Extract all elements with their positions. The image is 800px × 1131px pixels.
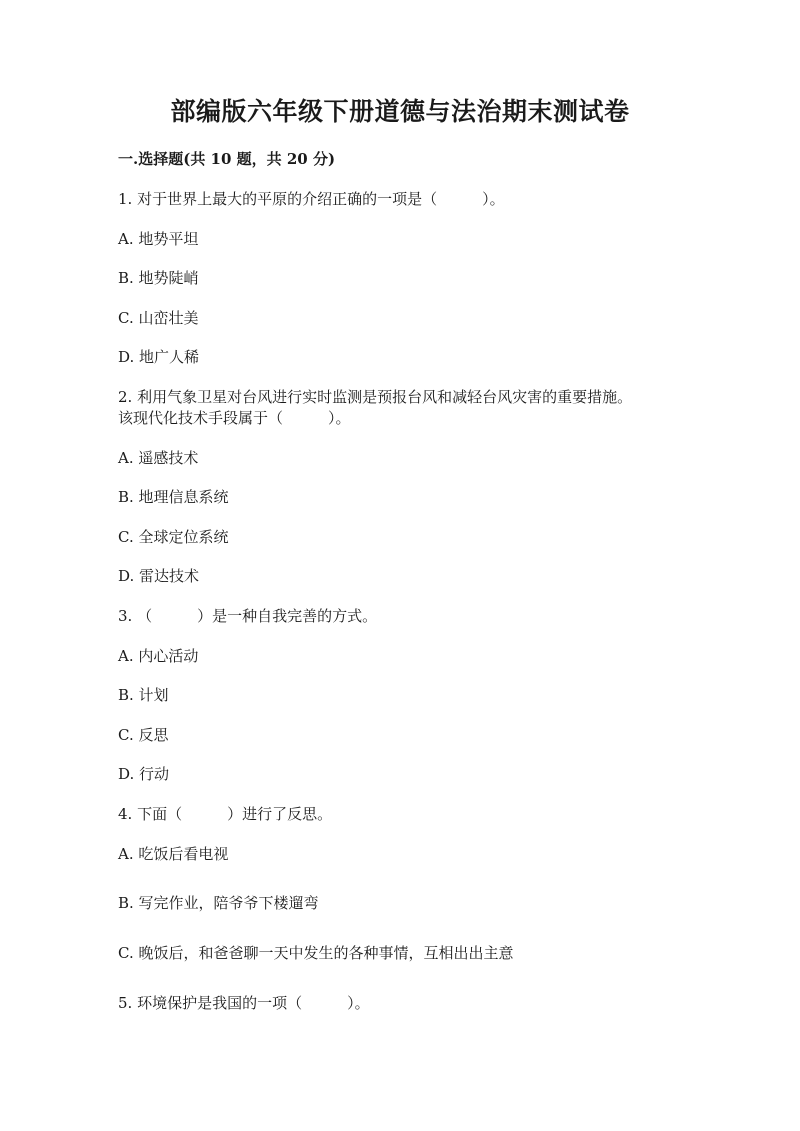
question-3-option-b: B. 计划 xyxy=(118,686,169,704)
question-2-option-b: B. 地理信息系统 xyxy=(118,488,229,506)
section-header: 一.选择题(共 10 题，共 20 分) xyxy=(118,150,336,168)
question-1-stem: 1. 对于世界上最大的平原的介绍正确的一项是（ ）。 xyxy=(118,190,505,208)
question-1-option-d: D. 地广人稀 xyxy=(118,348,200,366)
question-4-option-b: B. 写完作业，陪爷爷下楼遛弯 xyxy=(118,894,319,912)
question-2-option-a: A. 遥感技术 xyxy=(118,449,199,467)
question-1-option-b: B. 地势陡峭 xyxy=(118,269,199,287)
question-4-option-c: C. 晚饭后，和爸爸聊一天中发生的各种事情，互相出出主意 xyxy=(118,944,514,962)
question-3-option-c: C. 反思 xyxy=(118,726,169,744)
question-2-stem-line-1: 2. 利用气象卫星对台风进行实时监测是预报台风和减轻台风灾害的重要措施。 xyxy=(118,388,633,406)
question-5-stem: 5. 环境保护是我国的一项（ ）。 xyxy=(118,994,370,1012)
question-3-option-a: A. 内心活动 xyxy=(118,647,199,665)
question-3-option-d: D. 行动 xyxy=(118,765,170,783)
question-2-option-c: C. 全球定位系统 xyxy=(118,528,229,546)
question-2-option-d: D. 雷达技术 xyxy=(118,567,200,585)
page-title: 部编版六年级下册道德与法治期末测试卷 xyxy=(170,97,630,126)
question-1-option-c: C. 山峦壮美 xyxy=(118,309,199,327)
question-3-stem: 3. （ ）是一种自我完善的方式。 xyxy=(118,607,378,625)
question-2-stem-line-2: 该现代化技术手段属于（ ）。 xyxy=(118,409,351,427)
question-1-option-a: A. 地势平坦 xyxy=(118,230,199,248)
question-4-option-a: A. 吃饭后看电视 xyxy=(118,845,229,863)
question-4-stem: 4. 下面（ ）进行了反思。 xyxy=(118,805,333,823)
